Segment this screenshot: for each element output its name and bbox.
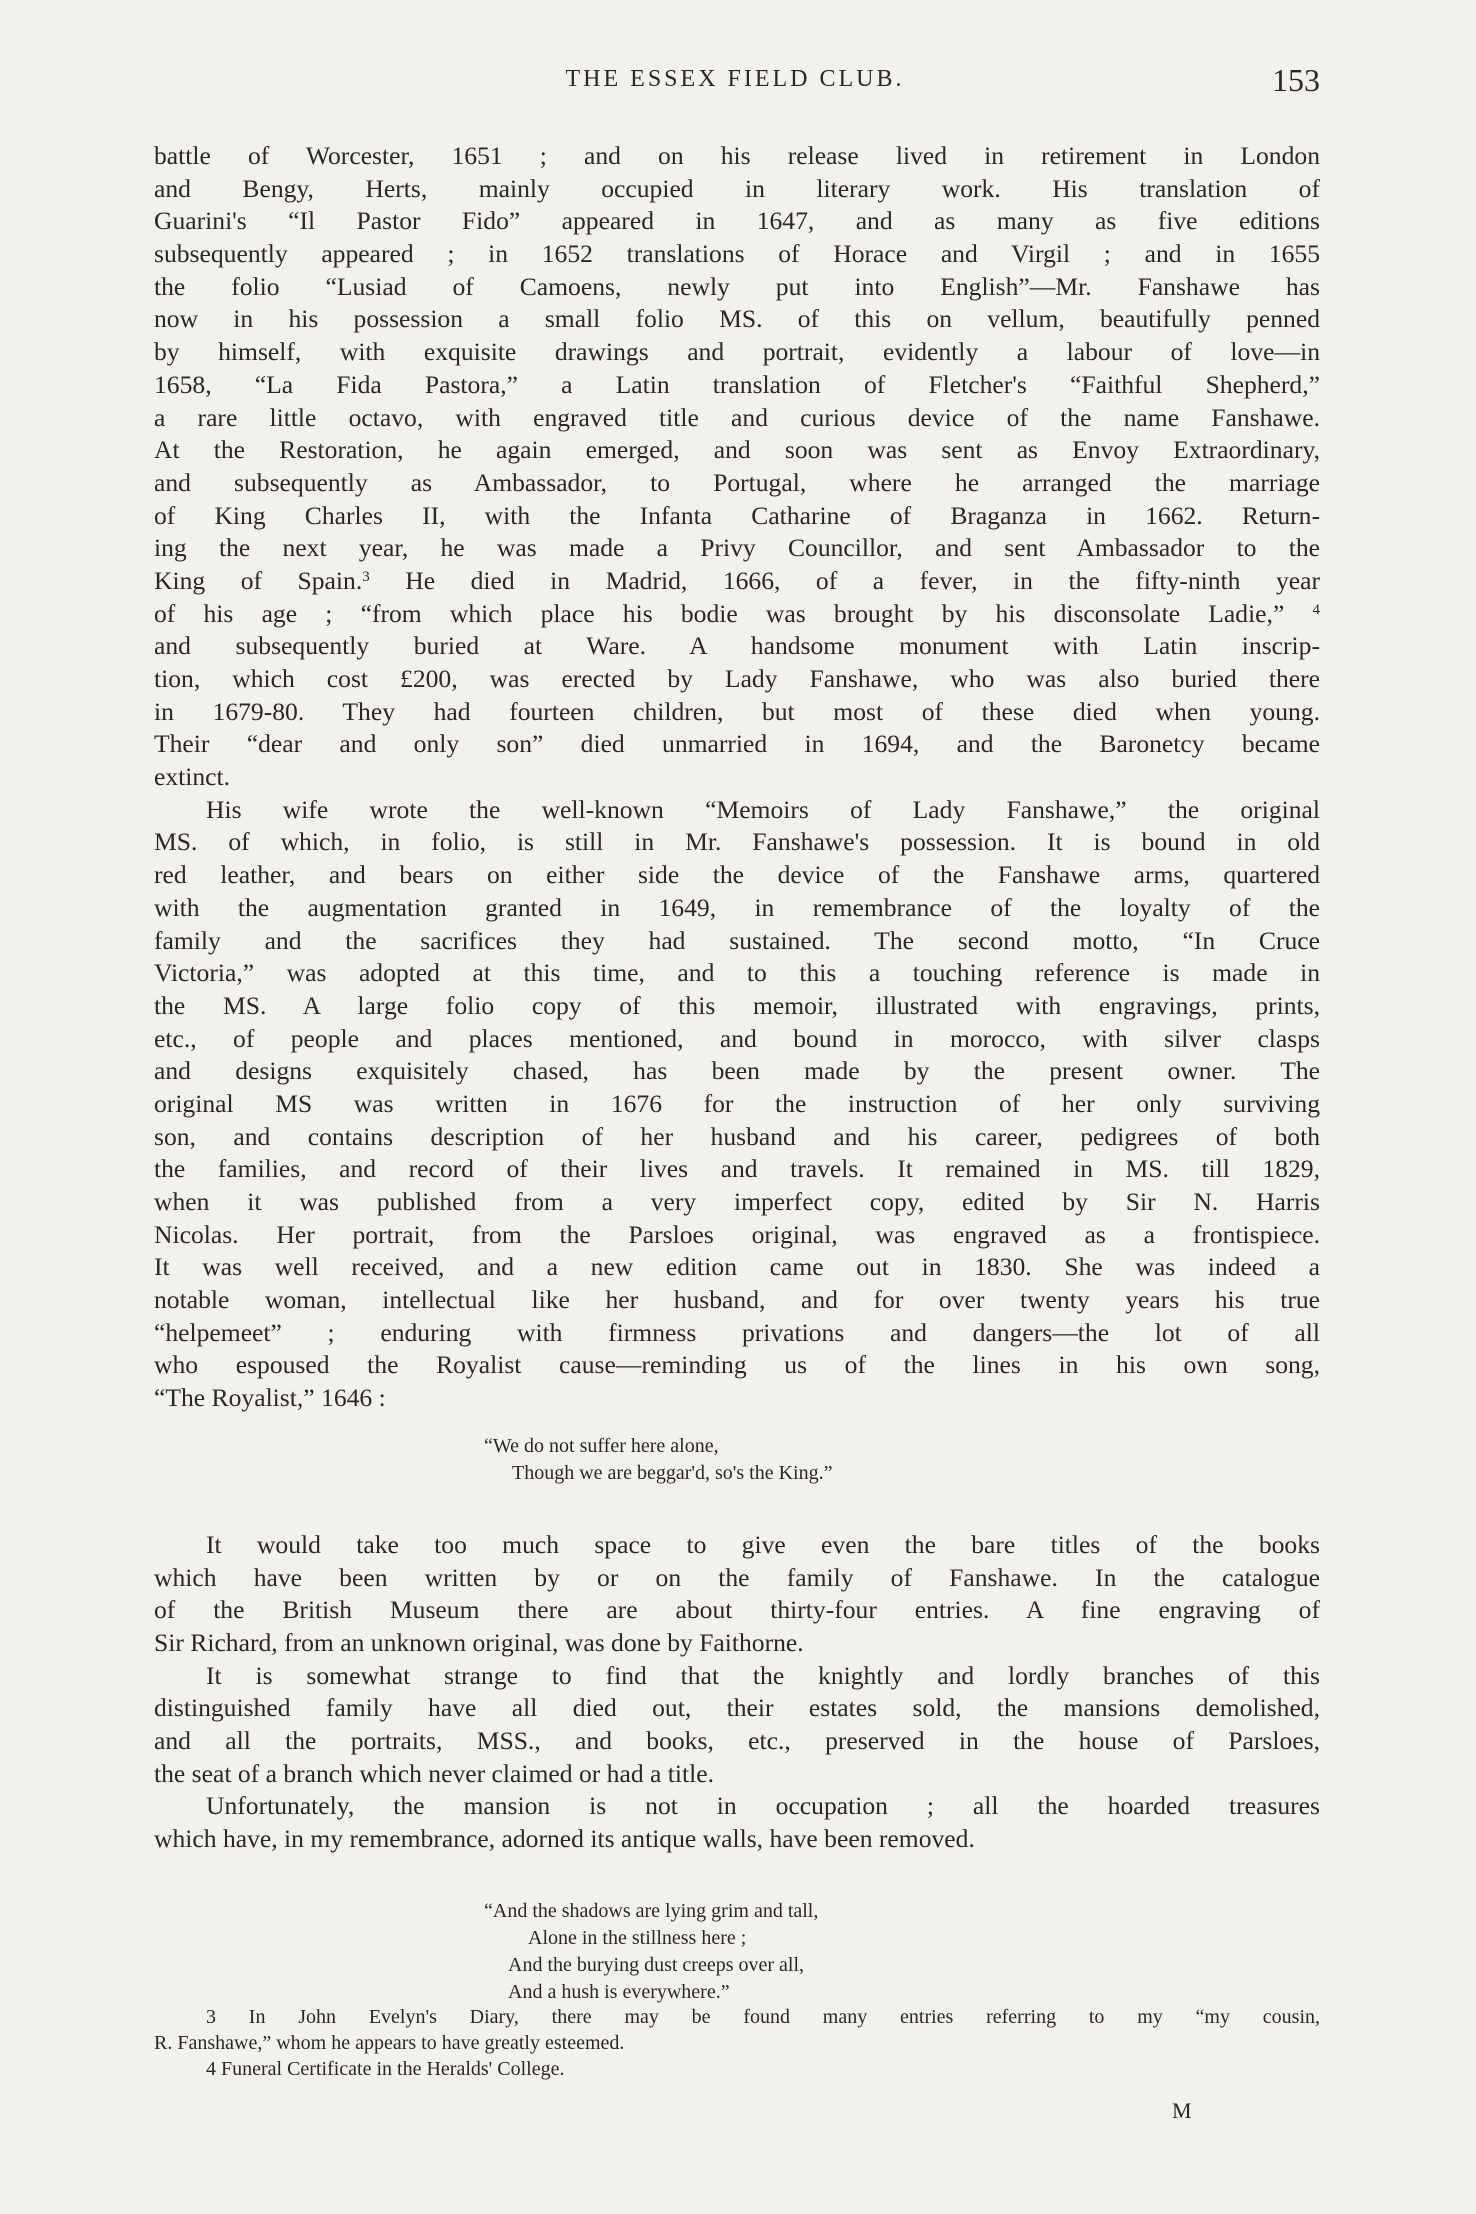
text-line: the folio “Lusiad of Camoens, newly put into English”—Mr. Fanshawe has <box>154 271 1320 301</box>
text-line: and subsequently as Ambassador, to Portugal, where he arranged the marriage <box>154 467 1320 497</box>
text-line: battle of Worcester, 1651 ; and on his release lived in retirement in London <box>154 141 1320 170</box>
text-line: MS. of which, in folio, is still in Mr. Fanshawe's possession. It is bound in old <box>154 827 1320 857</box>
paragraph-4 <box>154 1660 1320 1791</box>
footnote-ref-3[interactable]: 3 <box>362 568 370 585</box>
text-line: It was well received, and a new edition came out in 1830. She was indeed a <box>154 1252 1320 1282</box>
text-line: His wife wrote the well-known “Memoirs of Lady Fanshawe,” the original <box>206 794 1320 824</box>
text-line: now in his possession a small folio MS. of this on vellum, beautifully penned <box>154 304 1320 334</box>
text-line: and subsequently buried at Ware. A handsome monument with Latin inscrip- <box>154 631 1320 661</box>
text-line: notable woman, intellectual like her husband, and for over twenty years his true <box>154 1285 1320 1315</box>
text-line: of the British Museum there are about thirty-four entries. A fine engraving of <box>154 1595 1320 1625</box>
text-segment: of his age ; “from which place his bodie was brought by his disconsolate Ladie,” <box>154 598 1285 628</box>
footnotes <box>154 2004 1320 2082</box>
verse-line: “We do not suffer here alone, <box>484 1434 719 1457</box>
text-line: It would take too much space to give even the bare titles of the books <box>206 1529 1320 1559</box>
footnote-3: 3 In John Evelyn's Diary, there may be found many entries referring to my “my cousin, <box>206 2006 1320 2028</box>
text-line: and designs exquisitely chased, has been made by the present owner. The <box>154 1056 1320 1086</box>
paragraph-5 <box>154 1790 1320 1855</box>
text-line: etc., of people and places mentioned, and bound in morocco, with silver clasps <box>154 1023 1320 1053</box>
footnote-3-continued: R. Fanshawe,” whom he appears to have greatly esteemed. <box>154 2032 625 2054</box>
paragraph-1 <box>154 140 1320 794</box>
text-line: by himself, with exquisite drawings and portrait, evidently a labour of love—in <box>154 337 1320 367</box>
text-line: who espoused the Royalist cause—reminding us of the lines in his own song, <box>154 1350 1320 1380</box>
text-line: extinct. <box>154 762 231 792</box>
text-line <box>154 565 1320 598</box>
text-line: subsequently appeared ; in 1652 translations of Horace and Virgil ; and in 1655 <box>154 239 1320 269</box>
paragraph-2 <box>154 794 1320 1415</box>
text-line: Guarini's “Il Pastor Fido” appeared in 1647, and as many as five editions <box>154 206 1320 236</box>
verse-line: Alone in the stillness here ; <box>528 1926 747 1949</box>
footnote-4: 4 Funeral Certificate in the Heralds' College. <box>206 2058 565 2080</box>
text-line: 1658, “La Fida Pastora,” a Latin translation of Fletcher's “Faithful Shepherd,” <box>154 369 1320 399</box>
page-number: 153 <box>1272 62 1320 98</box>
footnote-ref-4[interactable]: 4 <box>1312 601 1321 618</box>
paragraph-3 <box>154 1529 1320 1660</box>
verse-line: Though we are beggar'd, so's the King.” <box>512 1461 833 1484</box>
text-line: Sir Richard, from an unknown original, was done by Faithorne. <box>154 1627 804 1657</box>
signature-mark: M <box>1172 2098 1192 2123</box>
text-line: when it was published from a very imperfect copy, edited by Sir N. Harris <box>154 1187 1320 1216</box>
verse-quote-2 <box>154 1898 1320 2006</box>
text-line: “helpemeet” ; enduring with firmness privations and dangers—the lot of all <box>154 1317 1320 1347</box>
text-line: It is somewhat strange to find that the knightly and lordly branches of this <box>206 1660 1320 1690</box>
text-line: with the augmentation granted in 1649, in remembrance of the loyalty of the <box>154 892 1320 922</box>
text-line: “The Royalist,” 1646 : <box>154 1383 386 1413</box>
text-segment: He died in Madrid, 1666, of a fever, in the fifty-ninth year <box>405 565 1320 595</box>
text-line: ing the next year, he was made a Privy Councillor, and sent Ambassador to the <box>154 533 1320 563</box>
body-text <box>154 140 1320 2006</box>
text-line: red leather, and bears on either side the device of the Fanshawe arms, quartered <box>154 860 1320 890</box>
text-line: in 1679-80. They had fourteen children, but most of these died when young. <box>154 696 1320 726</box>
verse-line: “And the shadows are lying grim and tall, <box>484 1899 819 1922</box>
text-line: the families, and record of their lives and travels. It remained in MS. till 1829, <box>154 1154 1320 1184</box>
text-line: At the Restoration, he again emerged, and soon was sent as Envoy Extraordinary, <box>154 435 1320 465</box>
verse-line: And the burying dust creeps over all, <box>508 1953 805 1976</box>
text-line: and Bengy, Herts, mainly occupied in literary work. His translation of <box>154 173 1320 203</box>
text-line: family and the sacrifices they had sustained. The second motto, “In Cruce <box>154 925 1320 955</box>
text-line: the MS. A large folio copy of this memoir, illustrated with engravings, prints, <box>154 990 1320 1020</box>
text-line: Nicolas. Her portrait, from the Parsloes original, was engraved as a frontispiece. <box>154 1219 1320 1249</box>
verse-quote-1 <box>154 1433 1320 1487</box>
text-line: and all the portraits, MSS., and books, etc., preserved in the house of Parsloes, <box>154 1725 1320 1755</box>
text-line: the seat of a branch which never claimed or had a title. <box>154 1758 714 1788</box>
text-line: which have been written by or on the family of Fanshawe. In the catalogue <box>154 1562 1320 1592</box>
running-title: THE ESSEX FIELD CLUB. <box>565 66 905 92</box>
verse-line: And a hush is everywhere.” <box>508 1980 730 2003</box>
text-line: tion, which cost £200, was erected by Lady Fanshawe, who was also buried there <box>154 664 1320 693</box>
text-segment: King of Spain. <box>154 565 363 595</box>
text-line: Victoria,” was adopted at this time, and to this a touching reference is made in <box>154 958 1320 988</box>
text-line: original MS was written in 1676 for the instruction of her only surviving <box>154 1088 1320 1118</box>
text-line: a rare little octavo, with engraved title and curious device of the name Fanshawe. <box>154 402 1320 432</box>
text-line: of King Charles II, with the Infanta Catharine of Braganza in 1662. Return- <box>154 500 1320 530</box>
text-line: son, and contains description of her husband and his career, pedigrees of both <box>154 1121 1320 1151</box>
text-line: distinguished family have all died out, their estates sold, the mansions demolished, <box>154 1693 1320 1723</box>
text-line: Their “dear and only son” died unmarried in 1694, and the Baronetcy became <box>154 729 1320 759</box>
text-line: which have, in my remembrance, adorned its antique walls, have been removed. <box>154 1824 975 1853</box>
running-head <box>150 62 1320 106</box>
text-line: Unfortunately, the mansion is not in occupation ; all the hoarded treasures <box>206 1791 1320 1821</box>
text-line <box>154 598 1320 631</box>
